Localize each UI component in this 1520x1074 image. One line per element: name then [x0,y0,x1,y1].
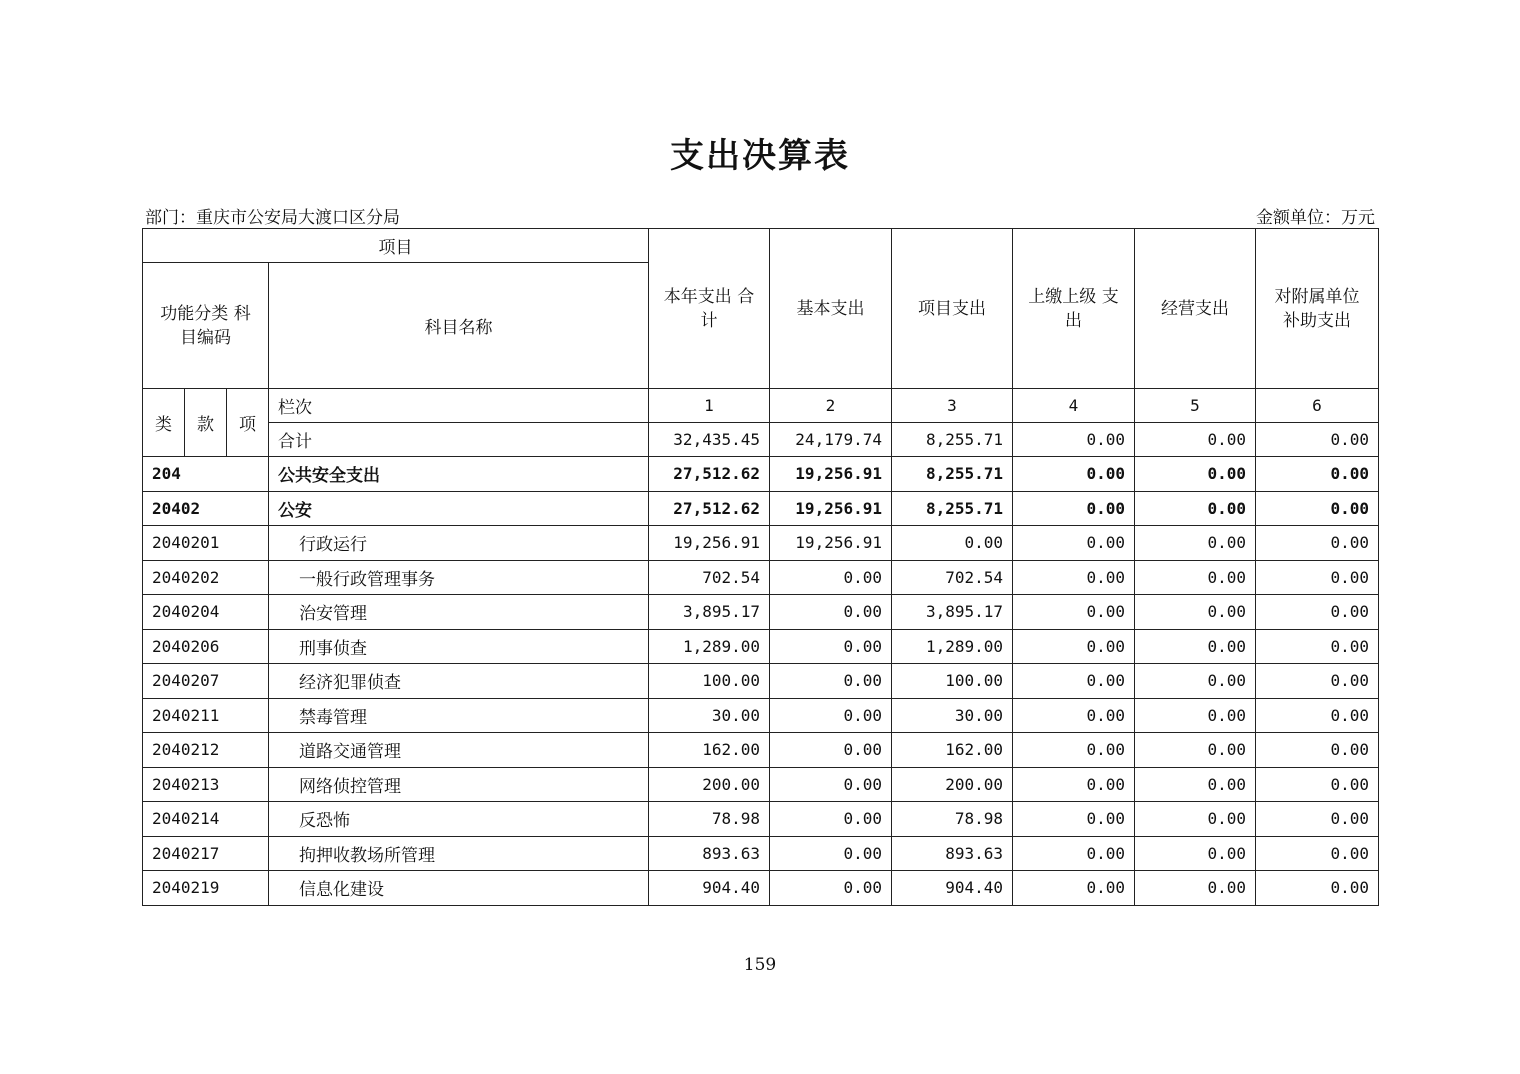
amount-cell: 1,289.00 [649,629,770,664]
amount-cell: 0.00 [1013,733,1135,768]
subject-code: 2040202 [143,560,269,595]
amount-cell: 0.00 [1013,457,1135,492]
amount-cell: 0.00 [1256,560,1379,595]
amount-cell: 3,895.17 [892,595,1013,630]
subject-code: 2040214 [143,802,269,837]
amount-cell: 27,512.62 [649,457,770,492]
amount-cell: 0.00 [1013,629,1135,664]
subject-code: 2040212 [143,733,269,768]
page-number: 159 [743,955,777,975]
amount-cell: 0.00 [1256,836,1379,871]
amount-cell: 19,256.91 [770,491,892,526]
amount-cell: 0.00 [770,664,892,699]
amount-cell: 0.00 [1135,802,1256,837]
total-value: 0.00 [1013,423,1135,457]
header-lei: 类 [143,389,185,457]
amount-cell: 0.00 [770,595,892,630]
header-func-code: 功能分类 科目编码 [143,263,269,389]
column-number: 3 [892,389,1013,423]
subject-code: 2040211 [143,698,269,733]
amount-cell: 0.00 [1135,733,1256,768]
table-row [143,733,1379,768]
unit-label: 金额单位：万元 [1256,208,1375,228]
amount-cell: 0.00 [1256,491,1379,526]
subject-code: 20402 [143,491,269,526]
amount-cell: 0.00 [770,698,892,733]
subject-code: 2040207 [143,664,269,699]
amount-cell: 162.00 [892,733,1013,768]
amount-cell: 0.00 [1135,767,1256,802]
header-item: 项目 [143,229,649,263]
amount-cell: 19,256.91 [649,526,770,561]
total-label: 合计 [269,423,649,457]
amount-cell: 0.00 [1135,629,1256,664]
amount-cell: 0.00 [1135,595,1256,630]
total-value: 0.00 [1135,423,1256,457]
amount-cell: 0.00 [770,871,892,906]
amount-cell: 904.40 [649,871,770,906]
header-subject-name: 科目名称 [269,263,649,389]
table-row [143,802,1379,837]
total-value: 24,179.74 [770,423,892,457]
table-row [143,629,1379,664]
amount-cell: 0.00 [1135,491,1256,526]
amount-cell: 702.54 [649,560,770,595]
total-value: 0.00 [1256,423,1379,457]
subject-name: 禁毒管理 [269,698,649,733]
amount-cell: 0.00 [770,560,892,595]
amount-cell: 0.00 [770,733,892,768]
amount-cell: 0.00 [1256,526,1379,561]
subject-name: 信息化建设 [269,871,649,906]
amount-cell: 200.00 [649,767,770,802]
header-xiang: 项 [227,389,269,457]
amount-cell: 0.00 [1135,526,1256,561]
amount-cell: 19,256.91 [770,526,892,561]
subject-name: 经济犯罪侦查 [269,664,649,699]
amount-cell: 200.00 [892,767,1013,802]
amount-cell: 0.00 [770,836,892,871]
table-row [143,698,1379,733]
subject-name: 道路交通管理 [269,733,649,768]
amount-cell: 0.00 [1256,767,1379,802]
amount-cell: 0.00 [1256,595,1379,630]
amount-cell: 30.00 [649,698,770,733]
subject-code: 2040217 [143,836,269,871]
total-value: 8,255.71 [892,423,1013,457]
amount-cell: 0.00 [1135,457,1256,492]
amount-cell: 0.00 [1135,698,1256,733]
amount-cell: 100.00 [892,664,1013,699]
table-row [143,457,1379,492]
subject-name: 刑事侦查 [269,629,649,664]
amount-cell: 0.00 [1256,802,1379,837]
amount-cell: 19,256.91 [770,457,892,492]
amount-cell: 0.00 [770,629,892,664]
amount-cell: 162.00 [649,733,770,768]
amount-cell: 0.00 [1013,491,1135,526]
amount-cell: 0.00 [1135,560,1256,595]
amount-cell: 78.98 [892,802,1013,837]
amount-cell: 0.00 [1135,871,1256,906]
header-col6: 对附属单位 补助支出 [1256,229,1379,389]
header-col2: 基本支出 [770,229,892,389]
column-number: 1 [649,389,770,423]
amount-cell: 8,255.71 [892,457,1013,492]
amount-cell: 893.63 [649,836,770,871]
amount-cell: 0.00 [1013,560,1135,595]
amount-cell: 0.00 [1013,836,1135,871]
amount-cell: 0.00 [1135,664,1256,699]
amount-cell: 904.40 [892,871,1013,906]
amount-cell: 1,289.00 [892,629,1013,664]
amount-cell: 0.00 [1013,871,1135,906]
amount-cell: 0.00 [1013,526,1135,561]
amount-cell: 0.00 [1256,629,1379,664]
amount-cell: 100.00 [649,664,770,699]
amount-cell: 0.00 [1256,698,1379,733]
header-lanci: 栏次 [269,389,649,423]
subject-code: 204 [143,457,269,492]
subject-code: 2040206 [143,629,269,664]
table-row [143,595,1379,630]
subject-name: 网络侦控管理 [269,767,649,802]
subject-code: 2040213 [143,767,269,802]
table-row [143,836,1379,871]
header-kuan: 款 [185,389,227,457]
amount-cell: 0.00 [1013,698,1135,733]
column-number: 5 [1135,389,1256,423]
table-row [143,664,1379,699]
header-col1: 本年支出 合计 [649,229,770,389]
amount-cell: 0.00 [770,767,892,802]
amount-cell: 27,512.62 [649,491,770,526]
subject-name: 行政运行 [269,526,649,561]
subject-name: 治安管理 [269,595,649,630]
subject-name: 拘押收教场所管理 [269,836,649,871]
expenditure-table [142,228,1379,906]
subject-name: 公安 [269,491,649,526]
amount-cell: 0.00 [1135,836,1256,871]
subject-name: 公共安全支出 [269,457,649,492]
amount-cell: 0.00 [1256,871,1379,906]
header-col5: 经营支出 [1135,229,1256,389]
amount-cell: 30.00 [892,698,1013,733]
amount-cell: 0.00 [1013,802,1135,837]
amount-cell: 0.00 [770,802,892,837]
total-value: 32,435.45 [649,423,770,457]
amount-cell: 3,895.17 [649,595,770,630]
total-row [143,423,1379,457]
column-number: 2 [770,389,892,423]
table-row [143,491,1379,526]
amount-cell: 702.54 [892,560,1013,595]
header-col3: 项目支出 [892,229,1013,389]
table-row [143,526,1379,561]
department-label: 部门：重庆市公安局大渡口区分局 [145,208,400,228]
column-number: 4 [1013,389,1135,423]
amount-cell: 0.00 [1256,664,1379,699]
subject-code: 2040219 [143,871,269,906]
amount-cell: 0.00 [1013,767,1135,802]
subject-name: 一般行政管理事务 [269,560,649,595]
column-number: 6 [1256,389,1379,423]
table-row [143,871,1379,906]
amount-cell: 893.63 [892,836,1013,871]
table-row [143,560,1379,595]
amount-cell: 0.00 [892,526,1013,561]
page-title: 支出决算表 [670,136,850,176]
subject-code: 2040201 [143,526,269,561]
subject-name: 反恐怖 [269,802,649,837]
amount-cell: 8,255.71 [892,491,1013,526]
amount-cell: 0.00 [1256,457,1379,492]
table-row [143,767,1379,802]
subject-code: 2040204 [143,595,269,630]
amount-cell: 0.00 [1256,733,1379,768]
amount-cell: 78.98 [649,802,770,837]
amount-cell: 0.00 [1013,595,1135,630]
header-col4: 上缴上级 支出 [1013,229,1135,389]
amount-cell: 0.00 [1013,664,1135,699]
